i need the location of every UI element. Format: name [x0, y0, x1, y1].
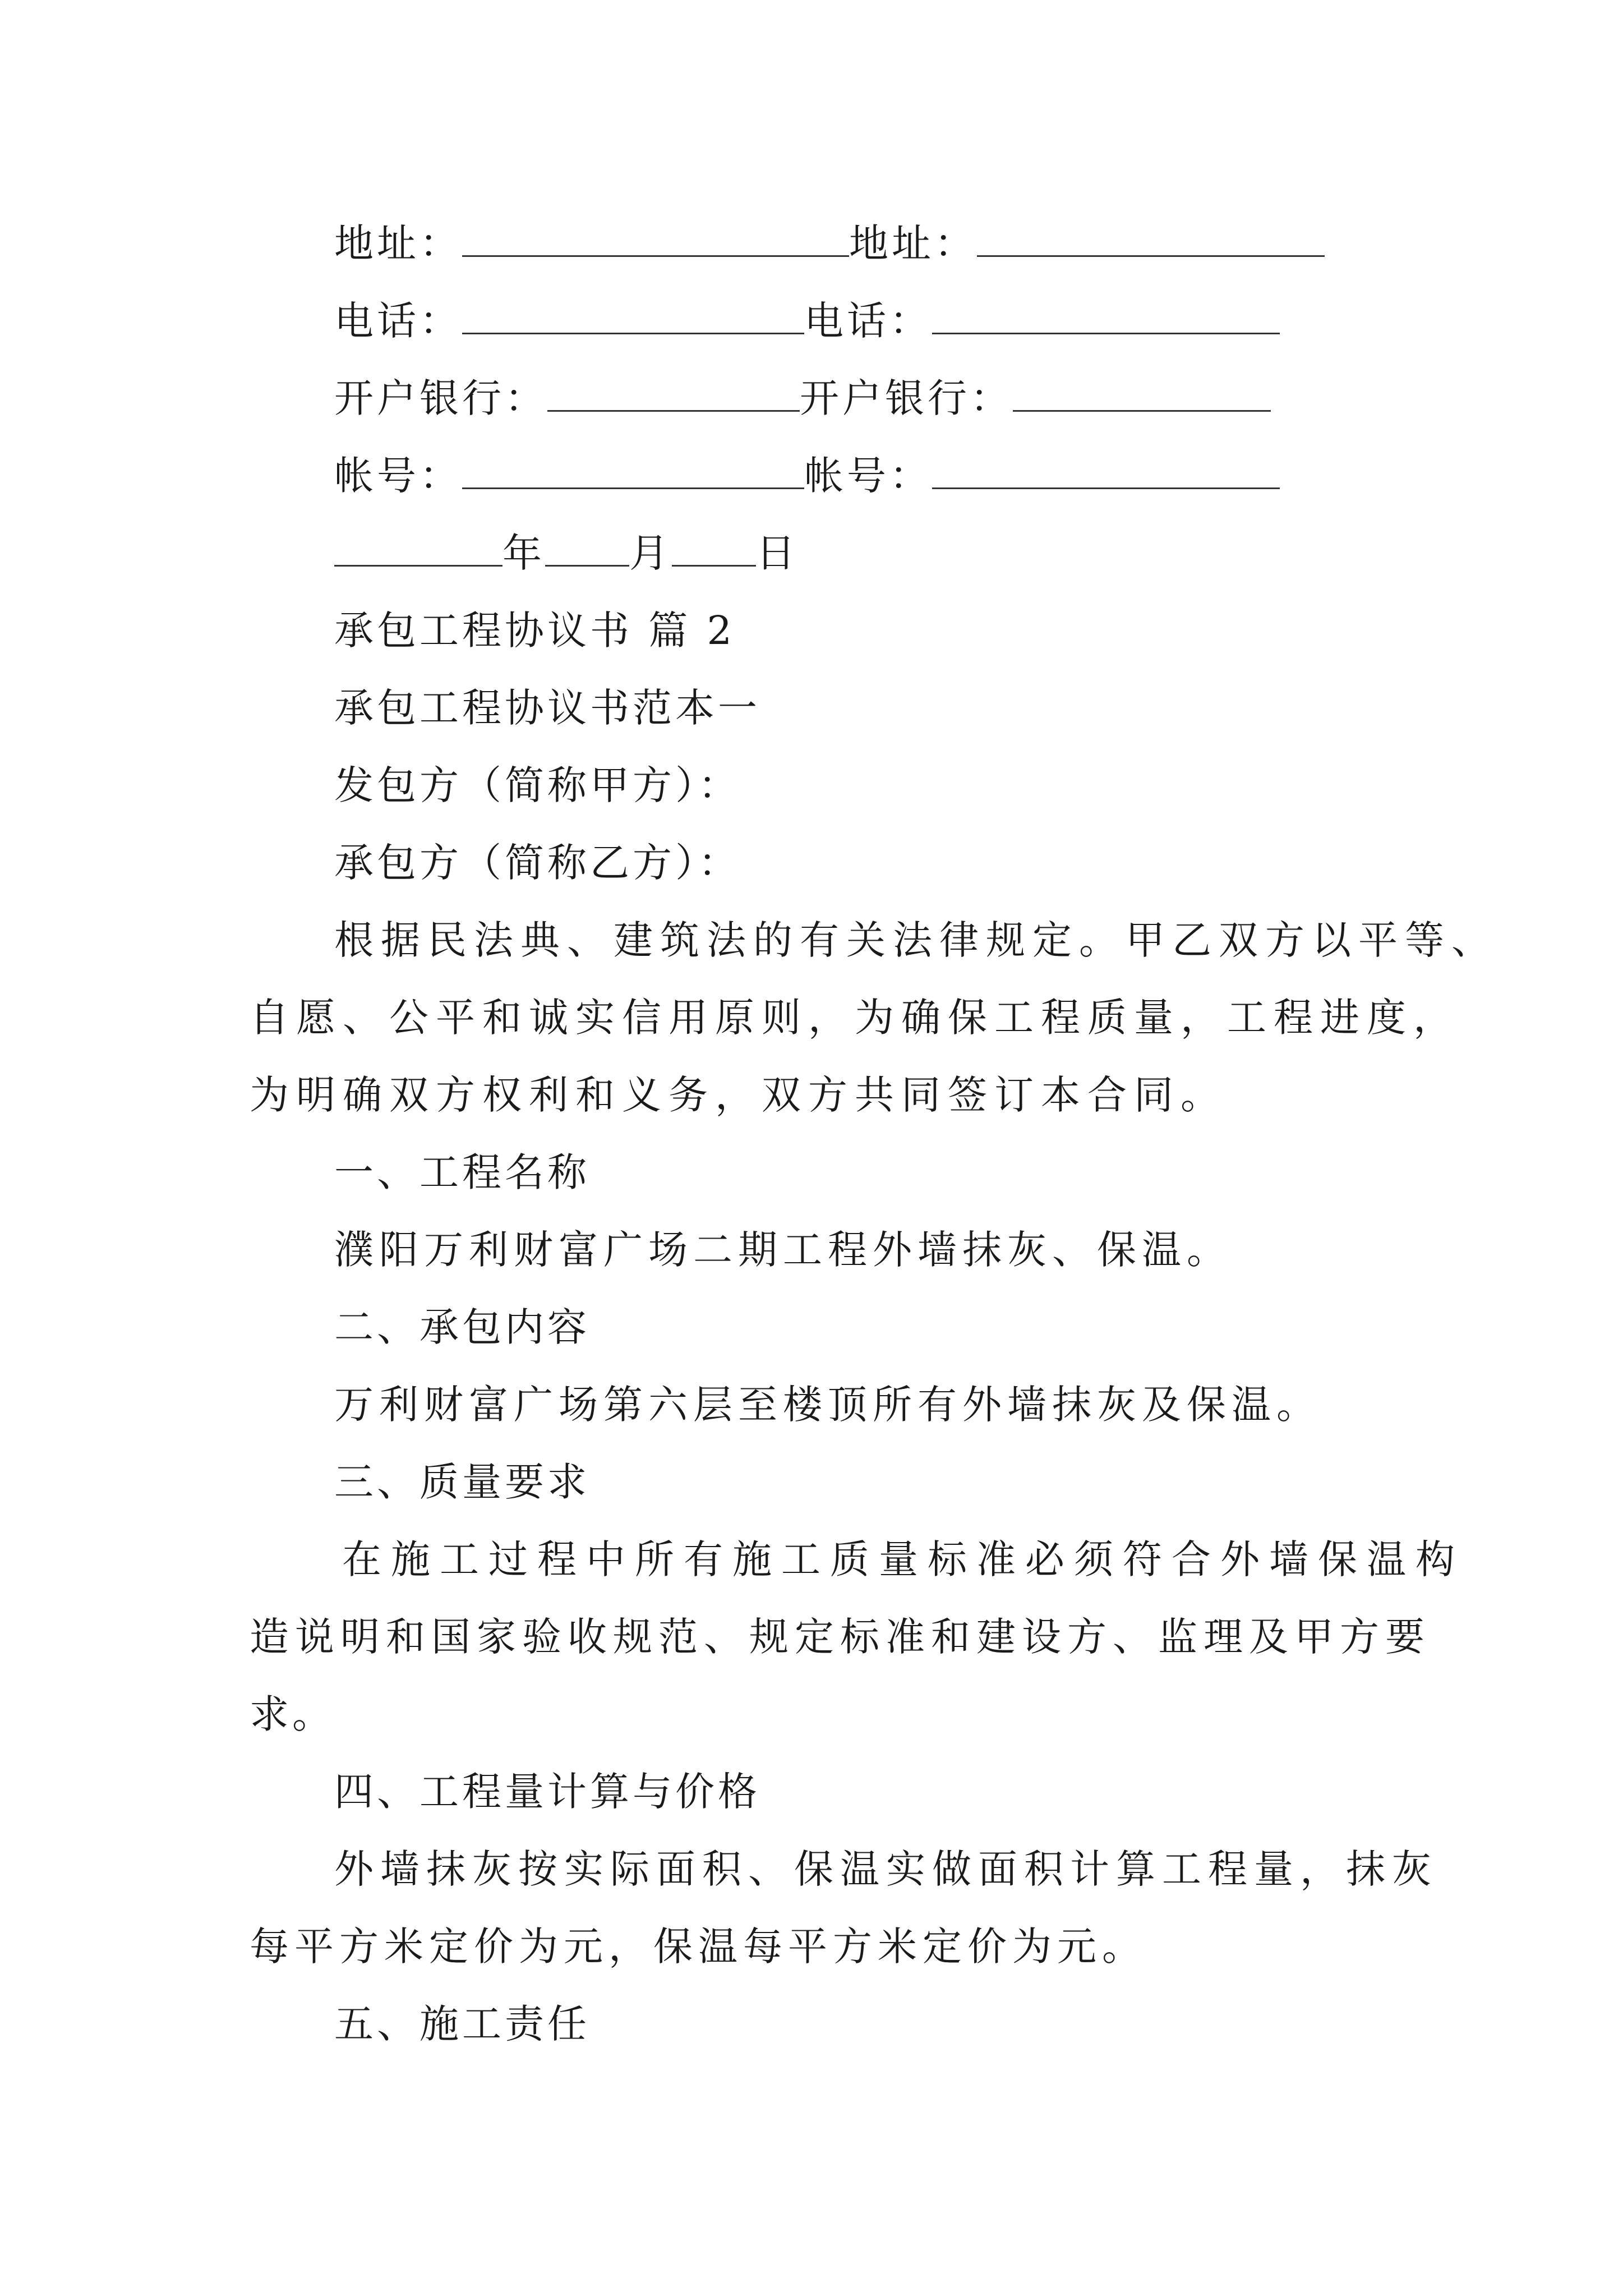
- phone-label-party-a: 电话：: [334, 298, 462, 344]
- section-3-line-2: 造说明和国家验收规范、规定标准和建设方、监理及甲方要: [250, 1614, 1431, 1660]
- section-2-body: 万利财富广场第六层至楼顶所有外墙抹灰及保温。: [334, 1382, 1321, 1428]
- year-label: 年: [502, 530, 545, 576]
- bank-label-party-b: 开户银行：: [800, 375, 1013, 421]
- month-blank: [545, 531, 629, 567]
- account-blank-party-b: [932, 454, 1280, 489]
- date-row: [334, 527, 799, 579]
- party-b-line: 承包方（简称乙方）：: [334, 840, 741, 886]
- party-a-line: 发包方（简称甲方）：: [334, 762, 741, 808]
- section-1-title: 一、工程名称: [334, 1149, 590, 1195]
- phone-label-party-b: 电话：: [804, 298, 932, 344]
- address-blank-party-a: [462, 222, 849, 257]
- address-label-party-b: 地址：: [849, 220, 977, 266]
- section-5-title: 五、施工责任: [334, 2001, 590, 2047]
- section-3-line-1: 在施工过程中所有施工质量标准必须符合外墙保温构: [342, 1536, 1464, 1582]
- bank-blank-party-b: [1013, 376, 1271, 412]
- section-1-body: 濮阳万利财富广场二期工程外墙抹灰、保温。: [334, 1227, 1232, 1273]
- intro-line-3: 为明确双方权利和义务，双方共同签订本合同。: [250, 1072, 1227, 1118]
- section-2-title: 二、承包内容: [334, 1304, 590, 1350]
- bank-blank-party-a: [547, 376, 800, 412]
- account-label-party-a: 帐号：: [334, 453, 462, 499]
- address-blank-party-b: [977, 222, 1325, 257]
- year-blank: [334, 531, 502, 567]
- bank-row: [334, 372, 1271, 424]
- bank-label-party-a: 开户银行：: [334, 375, 547, 421]
- account-row: [334, 450, 1280, 501]
- sample-title: 承包工程协议书范本一: [334, 685, 760, 731]
- intro-line-1: 根据民法典、建筑法的有关法律规定。甲乙双方以平等、: [334, 917, 1498, 963]
- day-label: 日: [756, 530, 799, 576]
- part-heading: 承包工程协议书 篇 2: [334, 608, 736, 654]
- section-3-title: 三、质量要求: [334, 1459, 590, 1505]
- phone-blank-party-b: [932, 299, 1280, 334]
- section-4-line-2: 每平方米定价为元，保温每平方米定价为元。: [250, 1924, 1147, 1970]
- section-4-line-1: 外墙抹灰按实际面积、保温实做面积计算工程量，抹灰: [334, 1846, 1438, 1892]
- section-3-line-3: 求。: [250, 1691, 335, 1737]
- address-label-party-a: 地址：: [334, 220, 462, 266]
- account-label-party-b: 帐号：: [804, 453, 932, 499]
- intro-line-2: 自愿、公平和诚实信用原则，为确保工程质量，工程进度，: [250, 995, 1460, 1041]
- phone-blank-party-a: [462, 299, 804, 334]
- account-blank-party-a: [462, 454, 804, 489]
- phone-row: [334, 295, 1280, 347]
- month-label: 月: [629, 530, 672, 576]
- address-row: [334, 218, 1325, 269]
- day-blank: [672, 531, 756, 567]
- section-4-title: 四、工程量计算与价格: [334, 1769, 760, 1815]
